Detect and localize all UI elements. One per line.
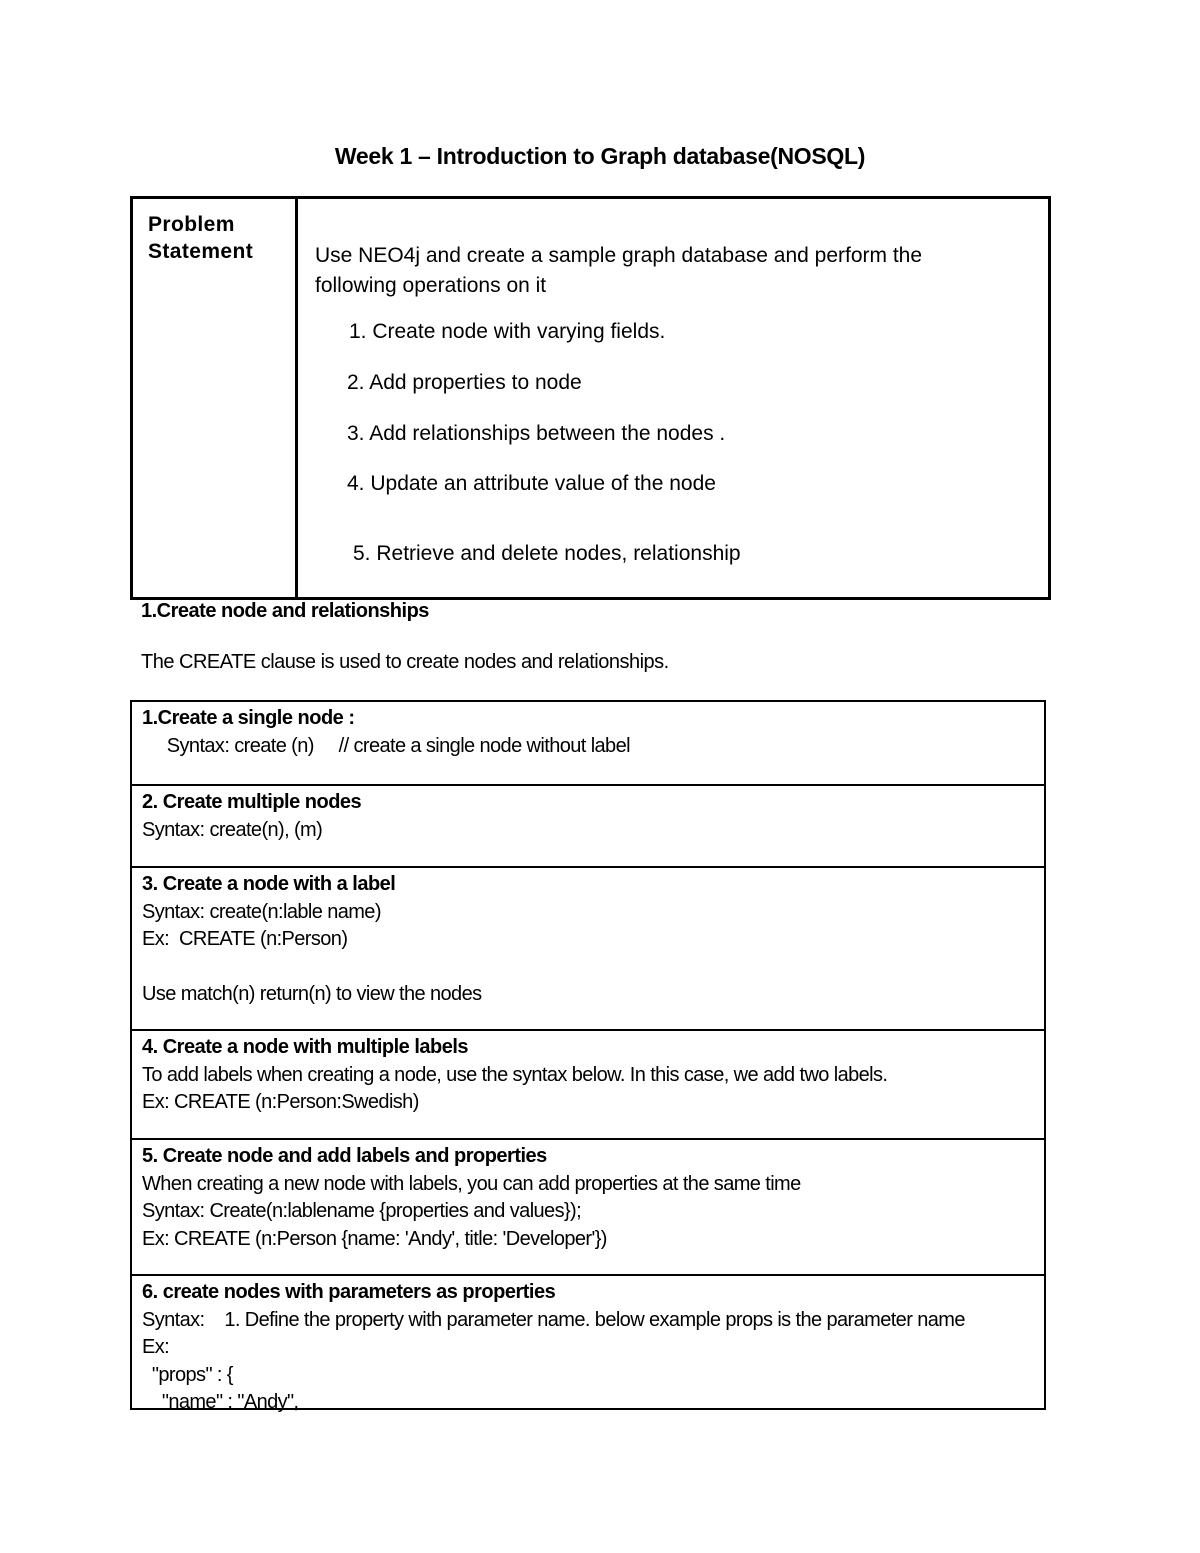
row-heading: 2. Create multiple nodes <box>142 791 362 813</box>
problem-statement-table <box>130 196 1051 600</box>
operation-item: 1. Create node with varying fields. <box>349 320 666 343</box>
row-line <box>142 954 1044 982</box>
row-line: Ex: <box>142 1336 170 1358</box>
row-line: To add labels when creating a node, use the syntax below. In this case, we add two labels. <box>142 1063 888 1086</box>
table-row <box>132 1276 1044 1413</box>
label-line-1: Problem <box>148 213 235 236</box>
row-line: Ex: CREATE (n:Person {name: 'Andy', title: 'Developer'}) <box>142 1227 607 1250</box>
label-line-2: Statement <box>148 240 254 263</box>
row-line: Syntax: create (n) // create a single node without label <box>142 734 630 757</box>
row-line: When creating a new node with labels, you can add properties at the same time <box>142 1172 801 1195</box>
syntax-table <box>130 700 1046 1413</box>
row-line: Use match(n) return(n) to view the nodes <box>142 983 482 1005</box>
intro-line-2: following operations on it <box>315 274 547 297</box>
section-intro: The CREATE clause is used to create nodes and relationships. <box>141 651 669 673</box>
operation-item: 3. Add relationships between the nodes . <box>347 422 726 445</box>
row-line: Syntax: Create(n:lablename {properties and values}); <box>142 1200 582 1222</box>
table-row <box>132 868 1044 1031</box>
row-heading: 4. Create a node with multiple labels <box>142 1036 469 1058</box>
row-line: Ex: CREATE (n:Person:Swedish) <box>142 1091 419 1113</box>
row-line: Syntax: 1. Define the property with parameter name. below example props is the parameter name <box>142 1308 965 1331</box>
row-heading: 6. create nodes with parameters as properties <box>142 1281 556 1303</box>
row-line: "name" : "Andy", <box>142 1391 299 1413</box>
row-line: "props" : { <box>142 1363 233 1386</box>
page-title: Week 1 – Introduction to Graph database(NOSQL) <box>334 143 866 169</box>
problem-statement-body <box>298 199 1048 597</box>
row-line: Syntax: create(n), (m) <box>142 818 323 841</box>
problem-statement-label <box>133 199 298 597</box>
table-row <box>132 702 1044 786</box>
row-line: Ex: CREATE (n:Person) <box>142 928 348 950</box>
intro-line-1: Use NEO4j and create a sample graph database and perform the <box>315 244 923 267</box>
row-heading: 5. Create node and add labels and properties <box>142 1145 547 1167</box>
operation-item: 4. Update an attribute value of the node <box>347 472 716 495</box>
row-heading: 3. Create a node with a label <box>142 873 396 895</box>
table-row <box>132 786 1044 868</box>
operation-item: 2. Add properties to node <box>347 371 582 394</box>
problem-intro <box>315 241 1015 301</box>
row-heading: 1.Create a single node : <box>142 707 355 729</box>
table-row <box>132 1140 1044 1276</box>
section-heading: 1.Create node and relationships <box>141 600 429 622</box>
operation-item: 5. Retrieve and delete nodes, relationship <box>353 542 741 565</box>
table-row <box>132 1031 1044 1140</box>
row-line: Syntax: create(n:lable name) <box>142 900 381 923</box>
